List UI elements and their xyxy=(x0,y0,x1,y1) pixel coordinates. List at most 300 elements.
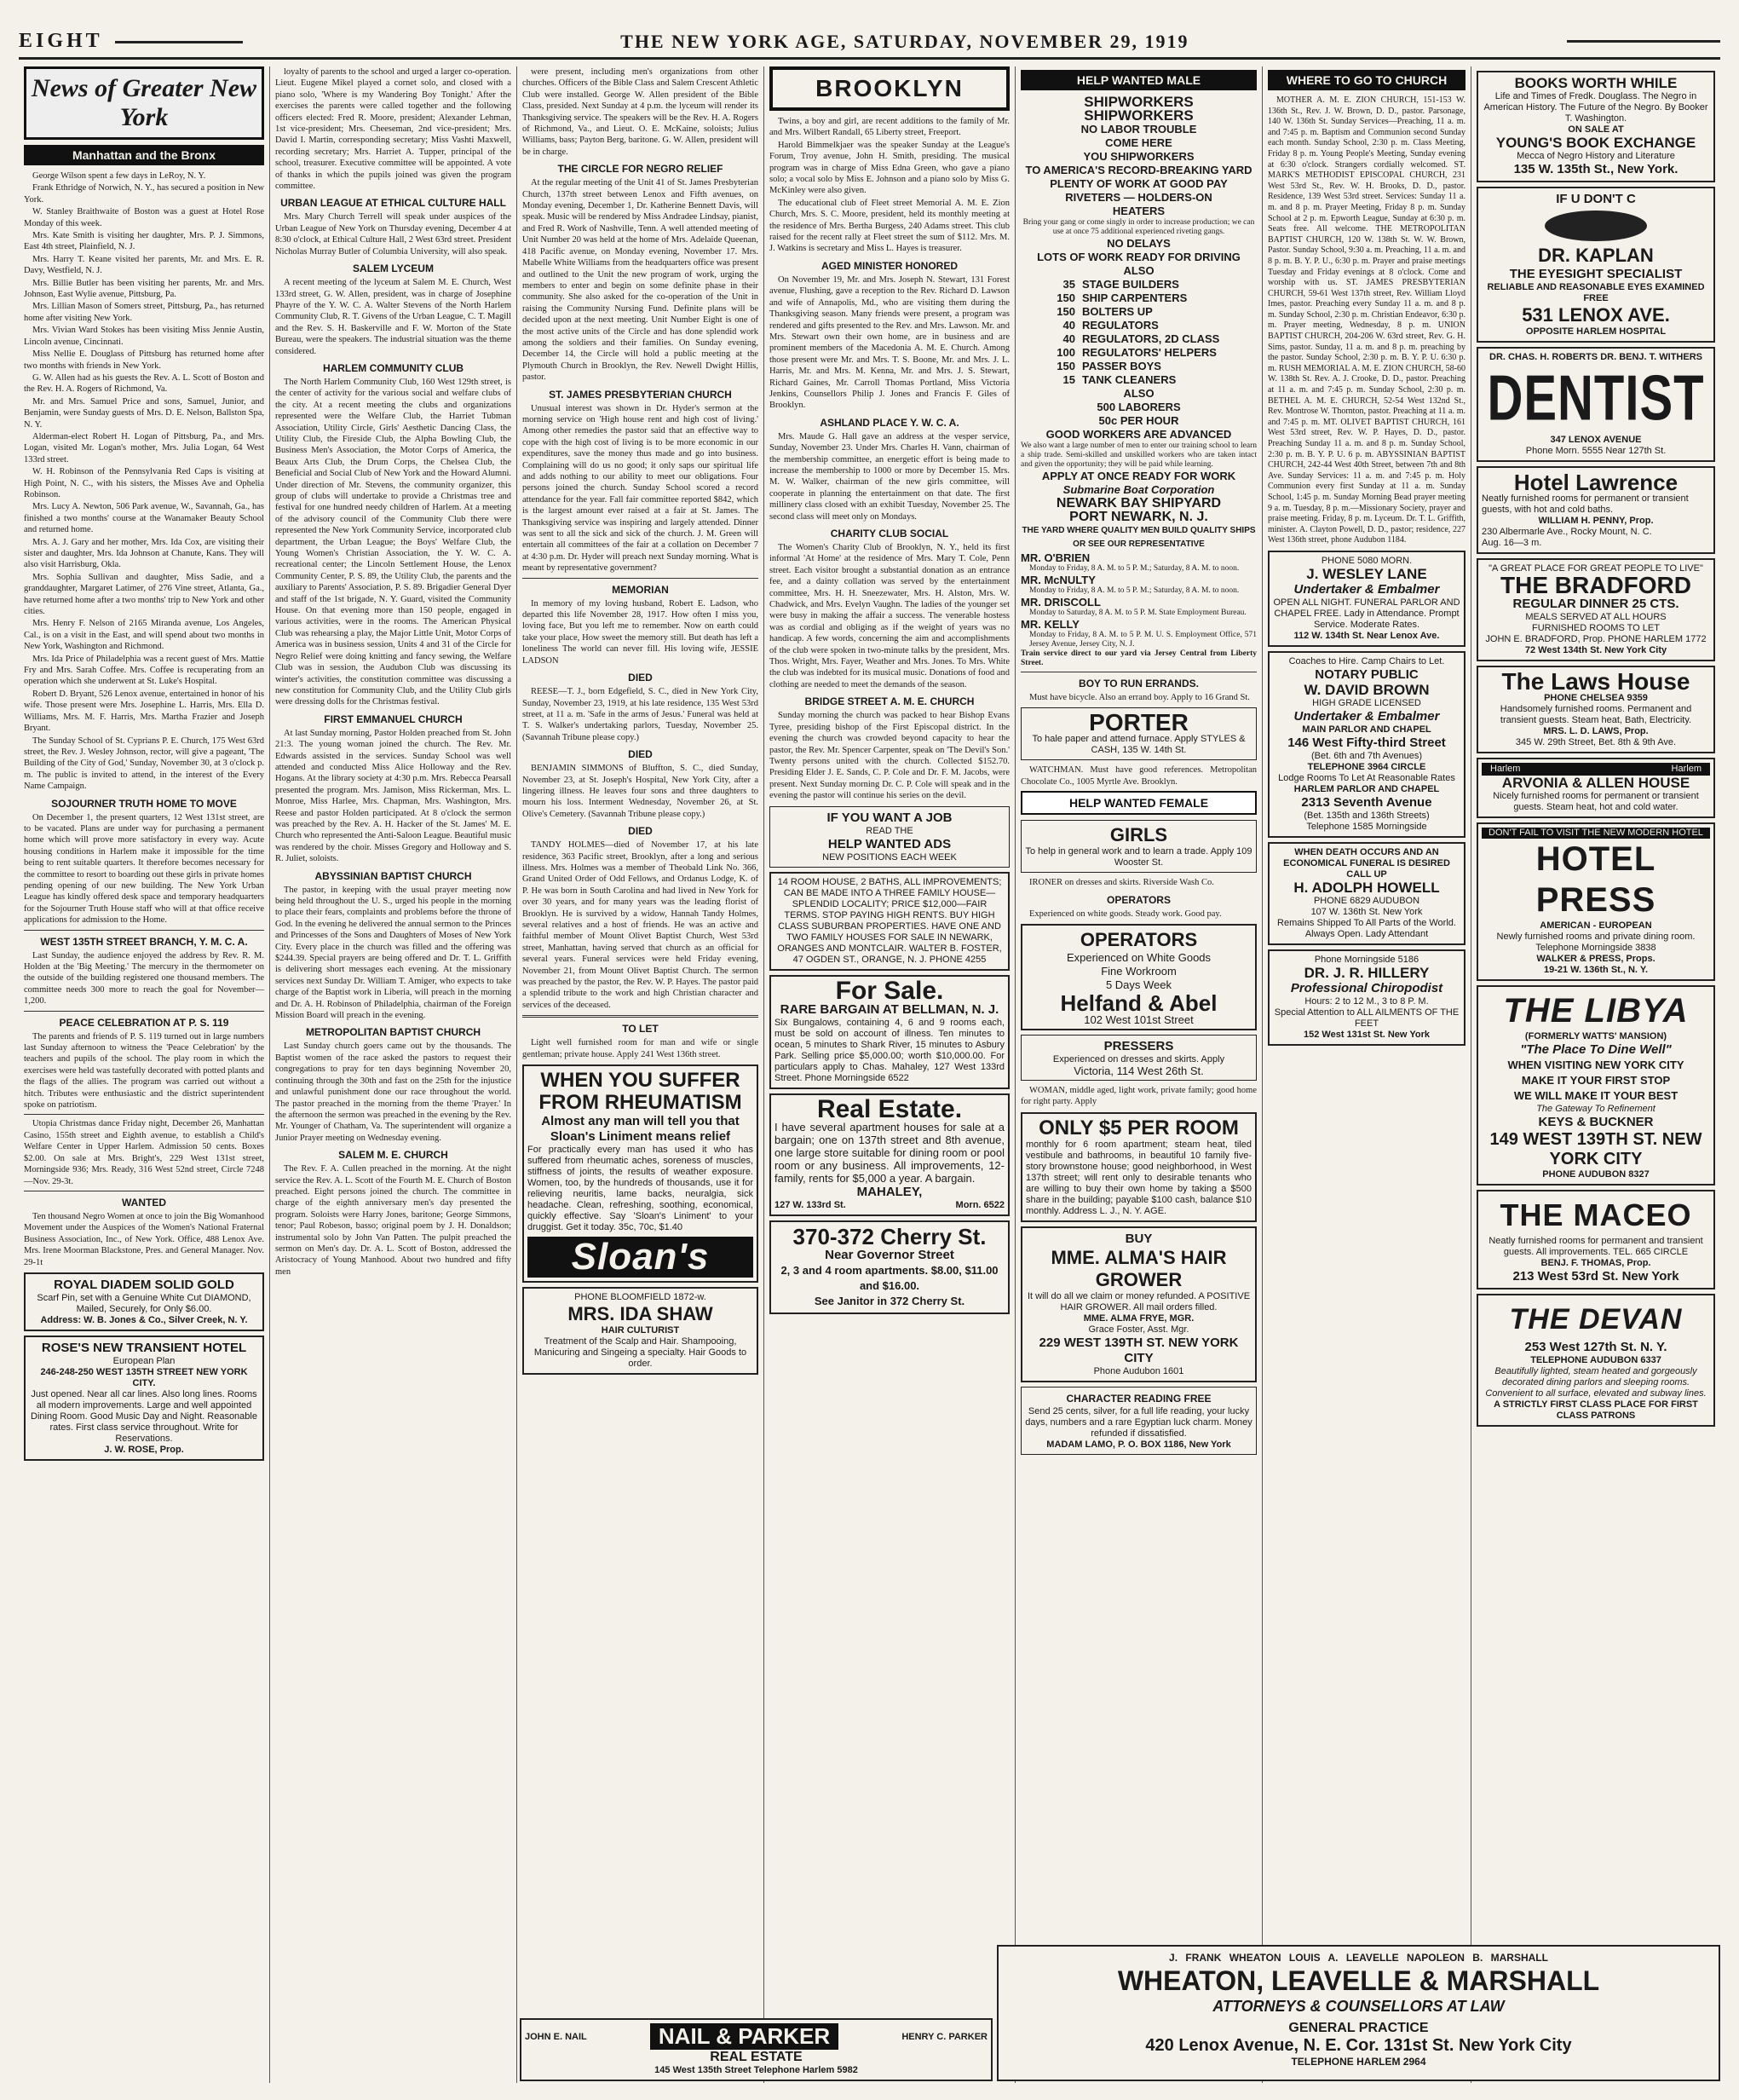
help-wanted-female-head: HELP WANTED FEMALE xyxy=(1021,791,1257,815)
rep-info: Monday to Friday, 8 A. M. to 5 P. M.; Saturday, 8 A. M. to noon. xyxy=(1029,586,1240,595)
ad-line: NOTARY PUBLIC xyxy=(1315,666,1419,682)
article-text: Mrs. Mary Church Terrell will speak under auspices of the Urban League of New York on Thursday evening, December 4 at 8:30 o'clock, at Ethical Culture Hall, 2 West 63rd street. President Nicholas Murray Butler of Columbia University, will also speak. xyxy=(275,212,511,257)
article-text: On December 1, the present quarters, 12 West 131st street, are to be vacated. Plans are under way for purchasing a permanent home which will prove more satisfactory in every way. Acute housing conditions in Harlem make it impossible for the time being to rent suitable quarters. It therefore becomes necessary for the committee to resort to boarding out these girls in private homes pending opening of our new building. The New York Urban League has kindly offered desk space and temporary headquarters for the Sojourner Truth House staff who will at that office receive applications for admission to the Home. xyxy=(24,812,264,926)
ad-address: 253 West 127th St. N. Y. xyxy=(1524,1340,1667,1354)
devan-ad xyxy=(1477,1294,1715,1427)
trade-name: STAGE BUILDERS xyxy=(1082,278,1179,291)
ad-title: PORTER xyxy=(1089,709,1189,736)
trade-count: 150 xyxy=(1057,291,1075,304)
trade-row xyxy=(1021,346,1257,360)
ad-line: HIGH GRADE LICENSED xyxy=(1312,697,1421,708)
ad-line: DON'T FAIL TO VISIT THE NEW MODERN HOTEL xyxy=(1482,828,1710,839)
ad-text: Must have bicycle. Also an errand boy. Apply to 16 Grand St. xyxy=(1029,693,1250,702)
article-text: The North Harlem Community Club, 160 West 129th street, is the center of activity for the various social and welfare clubs of the city. At a recent meeting the clubs and organizations represented were the Welfare Club, the Harriet Tubman Association, Utility Circle, Girls' Aesthetic Dancing Class, the Utility Club, the Fireside Club, the Alpha Bowling Club, the Business Men's Association, the Motor Corps of America, the Beaux Arts Club, the Drum Corps, the Chelsea Club, the Beneficial and Social Club of New York and the Howard Alumni. Under direction of Mr. Stevens, the community organizer, this group of clubs will undertake to provide a Christmas tree and festival for one hundred needy children of Harlem. At a meeting of the advisory council of the Community Club there were represented the New York Community Service, incorporated club department, the Urban League; the Boys' Welfare Club, the Young Women's Christian Association, the Y. W. C. A. recreational center; the Lincoln Settlement House, the Lenox Community Center, P. S. 89, the Utility Club, the parents and the auxiliary to Parents' Association, P. S. 89. Brigadier General Dyer and staff of the 1st brigade, N. Y. Guard, visited the Community House. On that evening more than 150 people, engaged in various activities, were in the rooms. The American Physical Club was rehearsing a play, the Major Little Unit, Motor Corps of America was in business session, Units 4 and 31 of the Circle for Negro Relief were doing knitting and fancy sewing, the Welfare Club was in session, the Audubon Club was discussing its winter's activities, the constitution committee was discussing a new constitution for Community Club, and the Utility Club girls were dressing dolls for the Christmas festival. xyxy=(275,377,511,707)
ad-prop: WILLIAM H. PENNY, Prop. xyxy=(1538,516,1654,526)
ad-address: 531 LENOX AVE. xyxy=(1522,304,1670,326)
ad-address: 230 Albermarle Ave., Rocky Mount, N. C. xyxy=(1482,527,1652,537)
ad-text: 2, 3 and 4 room apartments. $8.00, $11.00 and $16.00. xyxy=(780,1263,999,1292)
ad-line: RIVETERS — HOLDERS-ON xyxy=(1065,191,1212,204)
hotel-lawrence-ad xyxy=(1477,466,1715,554)
ad-line: (FORMERLY WATTS' MANSION) xyxy=(1524,1031,1667,1041)
rep-name: MR. KELLY xyxy=(1021,618,1080,631)
ad-line: 5 Days Week xyxy=(1105,978,1172,992)
ad-line: HARLEM PARLOR AND CHAPEL xyxy=(1293,783,1440,794)
ad-line: LOTS OF WORK READY FOR DRIVING xyxy=(1037,251,1241,263)
ad-line: "The Place To Dine Well" xyxy=(1520,1042,1672,1057)
ad-address: 149 WEST 139TH ST. NEW YORK CITY xyxy=(1489,1130,1702,1168)
ad-address: 135 W. 135th St., New York. xyxy=(1513,162,1679,176)
ad-date: Aug. 16—3 m. xyxy=(1482,538,1542,548)
ad-line: PLENTY OF WORK AT GOOD PAY xyxy=(1050,177,1228,190)
article-text: TANDY HOLMES—died of November 17, at his late residence, 363 Pacific street, Brooklyn, after a long and serious illness. Mrs. Holmes was a member of Theobald Link No. 366, Grand United Order of Odd Fellows, and Ordanus Lodge, K. of P. He was born in South Carolina and had lived in New York for over 30 years, and for many years was the leading florist of Brooklyn. He is survived by a widow, Hannah Tandy Holmes, several relatives and a host of friends. He was an active and faithful member of Mount Olivet Baptist Church, West 53rd street, Manhattan, having served that church as an official for several years. Funeral services were held Friday evening, November 21, from Mount Olivet Baptist Church. The sermon was preached by the pastor, the Rev. W. P. Hayes. The pastor paid a splendid tribute to the work and high Christian character and services of the deceased. xyxy=(522,840,758,1010)
hillery-chiropodist-ad xyxy=(1268,949,1465,1046)
article-text: A recent meeting of the lyceum at Salem M. E. Church, West 133rd street, G. W. Allen, president, was in charge of Josephine Phayre of the Y. W. C. A. Walter Stevens of the North Harlem Community Club, R. T. Givens of the Urban League, C. T. Magill and the Rev. S. H. Baskerville and F. W. Morton of the State Bureau, were the speakers. The industrial situation was the theme considered. xyxy=(275,278,511,356)
ad-name: Helfand & Abel xyxy=(1060,990,1218,1017)
ad-line: MME. ALMA FRYE, MGR. xyxy=(1083,1312,1195,1324)
ad-trade: Undertaker & Embalmer xyxy=(1293,581,1440,597)
masthead xyxy=(19,26,1720,60)
shipworkers-ad xyxy=(1021,95,1257,218)
ad-trade: Undertaker & Embalmer xyxy=(1293,708,1440,724)
trade-name: SHIP CARPENTERS xyxy=(1082,291,1188,304)
nail-parker-ad xyxy=(520,2018,993,2081)
ad-text: monthly for 6 room apartment; steam heat, tiled vestibule and bathrooms, in beautiful 10 family five-story brownstone house; good neighborhood, in West 137th street; will rent only to desirable tenants who are willing to buy their own home by taking a $500 share in the building; payable $100 cash, balance $10 monthly. Address L. J., N. Y. AGE. xyxy=(1026,1139,1252,1216)
ad-line: Coaches to Hire. Camp Chairs to Let. xyxy=(1288,655,1445,666)
ad-name: J. WESLEY LANE xyxy=(1306,565,1427,582)
ad-address: MADAM LAMO, P. O. BOX 1186, New York xyxy=(1046,1439,1231,1450)
ad-address: Address: W. B. Jones & Co., Silver Creek, N. Y. xyxy=(40,1314,248,1325)
article-head: AGED MINISTER HONORED xyxy=(821,259,958,272)
ad-line: REGULAR DINNER 25 CTS. xyxy=(1512,597,1679,611)
article-head: TO LET xyxy=(622,1023,659,1036)
article-text: The pastor, in keeping with the usual prayer meeting now being held throughout the U. S., urged his people in the morning to place their fears, complaints and problems before the throne of God. In the evening he delivered the annual sermon to the Princes and Princesses of the Sons and Daughters of Moses of New York City. Every place in the church was filled and the offering was $244.39. Special prayers are being offered and Dr. T. L. Griffith is delivering short messages each evening. At the missionary services next Sunday Dr. William T. Amiger, who expects to take charge of the Baptist work in Liberia, will preach in the morning and Dr. A. H. Robinson of Philadelphia, chairman of the Foreign Mission Board will preach in the evening. xyxy=(275,885,511,1021)
article-head: THE CIRCLE FOR NEGRO RELIEF xyxy=(557,163,723,176)
ad-phone: PHONE AUDUBON 8327 xyxy=(1542,1169,1650,1180)
rep-name: MR. O'BRIEN xyxy=(1021,551,1091,564)
ad-line: IF U DON'T C xyxy=(1556,192,1636,206)
ad-line: 50c PER HOUR xyxy=(1098,414,1179,427)
ad-title: THE BRADFORD xyxy=(1500,572,1691,598)
ad-name: H. ADOLPH HOWELL xyxy=(1293,879,1440,896)
article-head: WANTED xyxy=(122,1196,166,1209)
ad-address: 420 Lenox Avenue, N. E. Cor. 131st St. New York City xyxy=(1145,2036,1572,2055)
column-7 xyxy=(1471,66,1720,2083)
ad-name: W. DAVID BROWN xyxy=(1304,681,1430,698)
article-head: MEMORIAN xyxy=(612,583,669,596)
ad-line: The Gateway To Refinement xyxy=(1536,1104,1656,1114)
ad-address: 213 West 53rd St. New York xyxy=(1512,1269,1679,1284)
ad-line: YOU SHIPWORKERS xyxy=(1083,150,1195,163)
ad-text: Treatment of the Scalp and Hair. Shampooing, Manicuring and Singeing a specialty. Hair Goods to order. xyxy=(533,1336,747,1370)
ad-note: A STRICTLY FIRST CLASS PLACE FOR FIRST CLASS PATRONS xyxy=(1494,1399,1698,1421)
article-head: ST. JAMES PRESBYTERIAN CHURCH xyxy=(549,388,732,401)
article-text: In memory of my loving husband, Robert E. Ladson, who departed this life November 28, 1917. How often I miss you, loving face, But you left me to remember. Now on earth could take your place, How sweet the memory still. But death has left a loneliness The world can never fill. His loving wife, JESSIE LADSON xyxy=(522,598,758,666)
trade-row xyxy=(1021,319,1257,332)
ad-line: Fine Workroom xyxy=(1101,965,1177,978)
ad-line: NO LABOR TROUBLE xyxy=(1080,123,1197,136)
social-note: Frank Ethridge of Norwich, N. Y., has secured a position in New York. xyxy=(24,183,264,205)
article-text: The parents and friends of P. S. 119 turned out in large numbers last Sunday afternoon to witness the 'Peace Celebration' by the teachers and pupils of the school. The play room in which the exercises were held was tastefully decorated with potted plants and the flags of the allies. The program was carried out without a hitch. Tributes were enthusiastic and the district superintendent spoke on patriotism. xyxy=(24,1031,264,1111)
trade-name: PASSER BOYS xyxy=(1082,360,1161,372)
trade-name: BOLTERS UP xyxy=(1082,305,1153,318)
trade-count: 100 xyxy=(1057,346,1075,359)
ad-line: SHIPWORKERS xyxy=(1084,94,1194,110)
article-text: At last Sunday morning, Pastor Holden preached from St. John 21:3. The young woman joined the church. The Rev. Mr. Edwards assisted in the services. Sunday School was well attended and conducted Miss Alice Holloway and the Rev. Hogans. At the library society at 4:30 p.m. Mrs. Rebecca Pearsall presented the program. Mrs. Jamison, Miss Rickerman, Mrs. L. Monroe, Miss Harlee, Mrs. Chapman, Mrs. Washington, Mrs. Reese and pastor Holden participated. At 8 o'clock the sermon was preached by the Rev. A. H. Hacker of the St. James' M. E. Church who represented the Anti-Saloon League. Beautiful music was rendered by the choir. Misses Gregory and Holloway and S. R. Juliet, soloists. xyxy=(275,728,512,864)
social-note: Mrs. Ida Price of Philadelphia was a recent guest of Mrs. Mattie Fry and Mrs. Sarah Coffee. Mrs. Coffee is recuperating from an operation which she underwent at St. Luke's Hospital. xyxy=(24,654,264,687)
ad-name: YOUNG'S BOOK EXCHANGE xyxy=(1495,135,1696,151)
ad-title: BOY TO RUN ERRANDS. xyxy=(1079,678,1199,689)
ad-address: 145 West 135th Street Telephone Harlem 5982 xyxy=(654,2065,858,2075)
column-1 xyxy=(19,66,270,2083)
column-5 xyxy=(1016,66,1263,2083)
article-text: Ten thousand Negro Women at once to join the Big Womanhood Movement under the Auspices of the Women's National Fraternal Business Association, Inc., of New York. Office, 488 Lenox Ave. Mrs. Irene Moorman Blackstone, Pres. and General Manager. Nov. 29-1t xyxy=(24,1211,264,1267)
ad-line: Special Attention to ALL AILMENTS OF THE FEET xyxy=(1274,1007,1460,1029)
church-directory-head: WHERE TO GO TO CHURCH xyxy=(1268,70,1465,90)
article-text: Last Sunday, the audience enjoyed the address by Rev. R. M. Holden at the 'Big Meeting.' The mercury in the thermometer on the outside of the building registered one thousand members. The committee needs 300 more to reach the goal for November—1,200. xyxy=(24,950,264,1007)
representative xyxy=(1021,618,1257,649)
ad-line: NO DELAYS xyxy=(1107,237,1171,250)
ad-title: THE MACEO xyxy=(1500,1197,1692,1232)
ad-phone: PHONE 6829 AUDUBON xyxy=(1313,895,1420,906)
rose-hotel-ad xyxy=(24,1336,264,1461)
ad-line: WHEN VISITING NEW YORK CITY xyxy=(1507,1059,1684,1071)
representative xyxy=(1021,574,1257,596)
article-text: Harold Bimmelkjaer was the speaker Sunday at the League's Forum, Troy avenue, John H. Smith, presiding. The musical program was in charge of Miss Edna Green, who gave a piano solo; a vocal solo by Miss E. Johnson and a piano solo by Miss G. McKinley were also given. xyxy=(769,140,1010,196)
column-2 xyxy=(270,66,517,2083)
ad-line: Harlem xyxy=(1671,764,1702,774)
hotel-press-ad xyxy=(1477,822,1715,981)
ad-line: THE YARD WHERE QUALITY MEN BUILD QUALITY SHIPS xyxy=(1022,526,1256,535)
section-banner-greater-new-york: News of Greater New York xyxy=(24,66,264,140)
trade-name: REGULATORS xyxy=(1082,319,1159,332)
laws-house-ad xyxy=(1477,666,1715,753)
ad-text: Send 25 cents, silver, for a full life reading, your lucky days, numbers and a rare Egyptian luck charm. Money refunded if dissatisfied. xyxy=(1025,1405,1252,1439)
ad-line: FURNISHED ROOMS TO LET xyxy=(1532,623,1660,633)
ad-line: SHIPWORKERS xyxy=(1084,107,1194,124)
ad-line: ON SALE AT xyxy=(1568,124,1624,135)
ad-title: DENTIST xyxy=(1487,362,1705,435)
ad-text: Neatly furnished rooms for permanent and transient guests. All improvements. TEL. 665 CIRCLE xyxy=(1489,1236,1703,1257)
representative xyxy=(1021,551,1257,574)
ad-line: ALSO xyxy=(1123,264,1155,277)
helfand-abel-ad xyxy=(1021,924,1257,1030)
ad-title: MME. ALMA'S HAIR GROWER xyxy=(1051,1246,1227,1290)
ad-line: AMERICAN - EUROPEAN xyxy=(1540,920,1652,931)
ad-address: 152 West 131st St. New York xyxy=(1304,1029,1430,1040)
ad-line: BUY xyxy=(1125,1231,1153,1246)
ad-line: Harlem xyxy=(1490,764,1521,774)
ad-text: Experienced on dresses and skirts. Apply xyxy=(1052,1054,1225,1065)
ad-address: 229 WEST 139TH ST. NEW YORK CITY xyxy=(1039,1335,1239,1365)
notice-text: Utopia Christmas dance Friday night, December 26, Manhattan Casino, 155th street and Eighth avenue, to establish a Child's Welfare Center in Upper Harlem. Admission 50 cents. Boxes $2.00. On sale at Mrs. Bright's, 229 West 131st street, Morningside 936; Mrs. Ready, 316 West 52nd street, Circle 7248—Nov. 29-3t. xyxy=(24,1119,264,1186)
article-text: Last Sunday church goers came out by the thousands. The Baptist women of the race asked the pastors to request their congregations to pray for ten days beginning November 20, continuing through the 30th and fast on the 25th for the injustice and unlawful punishment done our race throughout the world. The pastor preached in the morning from the theme 'Prayer.' In the afternoon the sermon was preached in the evening by the Rev. Mr. Younger of Chatham, Va. The superintendent will organize a Junior Prayer meeting on Wednesday evening. xyxy=(275,1041,511,1143)
representative xyxy=(1021,596,1257,618)
article-text: Sunday morning the church was packed to hear Bishop Evans Tyree, presiding bishop of the First Episcopal district. In the evening the church was crowded beyond capacity to hear the pastor, the Rev. Mr. Spencer Carpenter, speak on 'The Devil's Son.' Twenty persons united with the church. Collected $152.70. Presiding Elder J. E. Sands, C. P. Cole and Dr. F. M. Jacobs, were present. Next Sunday morning Dr. C. P. Cole will speak and in the evening the pastor will continue his series on the devil. xyxy=(769,711,1010,801)
ad-line: 246-248-250 WEST 135TH STREET NEW YORK CITY. xyxy=(40,1366,248,1388)
ad-text: WOMAN, middle aged, light work, private family; good home for right party. Apply xyxy=(1021,1086,1257,1107)
ad-text: Just opened. Near all car lines. Also long lines. Rooms all modern improvements. Large and well appointed Dining Room. Good Music Day and Night. Reasonable rates. First class service throughout. Write for Reservations. xyxy=(31,1388,257,1444)
ad-prop: KEYS & BUCKNER xyxy=(1538,1115,1654,1129)
social-note: George Wilson spent a few days in LeRoy, N. Y. xyxy=(32,171,206,181)
ad-address: 127 W. 133rd St. xyxy=(774,1199,846,1210)
article-head: ASHLAND PLACE Y. W. C. A. xyxy=(820,416,959,429)
eye-icon xyxy=(1545,211,1647,241)
ring-ad xyxy=(24,1272,264,1331)
ad-line: PORT NEWARK, N. J. xyxy=(1069,510,1208,524)
ad-line: MAIN PARLOR AND CHAPEL xyxy=(1302,724,1431,735)
ad-title: THE DEVAN xyxy=(1509,1303,1683,1336)
ad-address: 347 LENOX AVENUE xyxy=(1550,435,1642,445)
ad-text: Nicely furnished rooms for permanent or transient guests. Steam heat, hot and cold water. xyxy=(1493,791,1699,812)
ad-title: THE LIBYA xyxy=(1503,992,1689,1030)
social-note: Mrs. Lucy A. Newton, 506 Park avenue, W., Savannah, Ga., has finished a two months' course at the Wanamaker Beauty School and returned home. xyxy=(24,502,264,535)
trade-name: REGULATORS' HELPERS xyxy=(1082,346,1217,359)
ad-address: 345 W. 29th Street, Bet. 8th & 9th Ave. xyxy=(1515,737,1677,747)
ad-text: Neatly furnished rooms for permanent or transient guests, with hot and cold baths. xyxy=(1482,493,1689,515)
ad-address: 102 West 101st Street xyxy=(1084,1013,1194,1027)
social-note: G. W. Allen had as his guests the Rev. A. L. Scott of Boston and the Rev. H. A. Rogers of Richmond, Va. xyxy=(24,372,264,395)
trade-row xyxy=(1021,373,1257,387)
ad-text: Train service direct to our yard via Jersey Central from Liberty Street. xyxy=(1021,649,1257,667)
character-reading-ad xyxy=(1021,1387,1257,1455)
alma-hair-grower-ad xyxy=(1021,1226,1257,1382)
social-note: Robert D. Bryant, 526 Lenox avenue, entertained in honor of his wife. Those present were Mrs. Josephine L. Harris, Mrs. Ella D. Williams, Mrs. M. F. Harris, Mrs. Martha Frazier and Joseph Bryant. xyxy=(24,689,264,734)
ad-text: Beautifully lighted, steam heated and gorgeously decorated dining parlors and sleeping rooms. Convenient to all surface, elevated and subway lines. xyxy=(1485,1366,1707,1399)
article-text: Mrs. Maude G. Hall gave an address at the vesper service, Sunday, November 23. Under Mrs. Charles H. Vann, chairman of the membership committee, an energetic effort is being made to increase the membership to 1000 or more by December 15. Mrs. M. W. Walker, chairman of the new girls committee, will cooperate in planning the entertainment on that date. The first millinery class closed with an exhibit Tuesday, November 25. The second class will meet only on Mondays. xyxy=(769,431,1010,522)
ad-text: Experienced on white goods. Steady work. Good pay. xyxy=(1029,909,1222,919)
rep-info: Monday to Saturday, 8 A. M. to 5 P. M. State Employment Bureau. xyxy=(1029,609,1247,617)
ad-line: NEW POSITIONS EACH WEEK xyxy=(822,851,957,862)
ad-text: OPEN ALL NIGHT. FUNERAL PARLOR AND CHAPEL FREE. Lady in Attendance. Prompt Service. Moderate Rates. xyxy=(1273,597,1460,630)
trade-count: 35 xyxy=(1062,278,1075,291)
real-estate-ad xyxy=(769,1093,1010,1216)
cherry-street-ad xyxy=(769,1220,1010,1314)
ad-text: RELIABLE AND REASONABLE EYES EXAMINED FREE xyxy=(1487,282,1705,303)
article-text: Twins, a boy and girl, are recent additions to the family of Mr. and Mrs. Wilbert Randall, 65 Liberty street, Freeport. xyxy=(769,117,1010,138)
section-banner-brooklyn: BROOKLYN xyxy=(769,66,1010,111)
ad-note: See Janitor in 372 Cherry St. xyxy=(814,1294,965,1307)
ad-text: Newly furnished rooms and private dining room. Telephone Morningside 3838 xyxy=(1496,932,1696,953)
ad-line: 500 LABORERS xyxy=(1097,401,1181,413)
ad-line: TO AMERICA'S RECORD-BREAKING YARD xyxy=(1025,164,1252,176)
ad-line: THE EYESIGHT SPECIALIST xyxy=(1509,267,1683,281)
ad-text: 14 ROOM HOUSE, 2 BATHS, ALL IMPROVEMENTS; CAN BE MADE INTO A THREE FAMILY HOUSE—SPLENDID LOCALITY; PRICE $12,000—FAIR TERMS. STOP PAYING HIGH RENTS. BUY HIGH CLASS SUBURBAN PROPERTIES. HAVE ONE AND TWO FAMILY HOUSES FOR SALE IN NEWARK, ORANGES AND MONTCLAIR. WALTER B. FOSTER, 47 OGDEN ST., ORANGE, N. J. PHONE 4255 xyxy=(777,876,1002,965)
social-note: Mrs. Kate Smith is visiting her daughter, Mrs. P. J. Simmons, East 4th street, Plainfield, N. J. xyxy=(24,231,264,252)
article-head: DIED xyxy=(628,748,653,761)
ad-title: IF YOU WANT A JOB xyxy=(826,810,953,825)
social-note: Mrs. Lillian Mason of Somers street, Pittsburg, Pa., has returned home after visiting New York. xyxy=(24,302,264,323)
ad-text: For practically every man has used it who has suffered from rheumatic aches, soreness of muscles, stiffness of joints, the results of weather exposure. Women, too, by the hundreds of thousands, use it for relieving neuritis, lame backs, neuralgia, sick headache. Clean, refreshing, soothing, economical, quickly effective. Say 'Sloan's Liniment' to your druggist. Get it today. 35c, 70c, $1.40 xyxy=(527,1145,753,1233)
david-brown-ad xyxy=(1268,651,1465,838)
article-head: SOJOURNER TRUTH HOME TO MOVE xyxy=(51,797,237,810)
adolph-howell-ad xyxy=(1268,842,1465,945)
ad-title: ARVONIA & ALLEN HOUSE xyxy=(1501,775,1690,791)
ad-line: Experienced on White Goods xyxy=(1066,951,1212,965)
ad-line: ALSO xyxy=(1123,387,1155,400)
ad-phone: PHONE CHELSEA 9359 xyxy=(1544,693,1648,703)
ad-title: WHEN YOU SUFFER FROM RHEUMATISM xyxy=(538,1069,742,1115)
ad-text: Bring your gang or come singly in order to increase production; we can use at once 75 additional experienced riveting gangs. xyxy=(1022,218,1255,236)
ad-phone: Phone Audubon 1601 xyxy=(1093,1365,1184,1376)
ad-line: DR. CHAS. H. ROBERTS DR. BENJ. T. WITHERS xyxy=(1489,352,1702,362)
ad-address: 72 West 134th St. New York City xyxy=(1524,645,1667,655)
ad-line: NEWARK BAY SHIPYARD xyxy=(1056,496,1222,511)
article-head: SALEM LYCEUM xyxy=(353,262,434,275)
rep-name: MR. DRISCOLL xyxy=(1021,596,1101,609)
column-3 xyxy=(517,66,764,2083)
ad-line: MEALS SERVED AT ALL HOURS xyxy=(1525,612,1667,622)
trade-name: REGULATORS, 2D CLASS xyxy=(1082,332,1220,345)
trade-name: TANK CLEANERS xyxy=(1082,373,1177,386)
ad-text: Scarf Pin, set with a Genuine White Cut DIAMOND, Mailed, Securely, for Only $6.00. xyxy=(37,1292,251,1314)
social-notes xyxy=(24,170,264,793)
ad-phone: Phone Morn. 5555 Near 127th St. xyxy=(1525,446,1667,456)
ad-subtitle: Almost any man will tell you that Sloan's Liniment means relief xyxy=(541,1114,740,1145)
ad-line: GOOD WORKERS ARE ADVANCED xyxy=(1045,428,1232,441)
maceo-ad xyxy=(1477,1190,1715,1289)
ad-subtitle: ATTORNEYS & COUNSELLORS AT LAW xyxy=(1212,1998,1505,2015)
ad-text: Six Bungalows, containing 4, 6 and 9 rooms each, must be sold on account of illness. Ten minutes to ocean, 5 minutes to Shark River, 15 minutes to Asbury Park. Selling price $5,000.00; worth $10,000.00. For particulars apply to Chas. Mahaley, 127 West 133rd Street. Phone Morningside 6522 xyxy=(774,1017,1005,1083)
wesley-lane-ad xyxy=(1268,551,1465,647)
ad-title: PRESSERS xyxy=(1103,1039,1174,1054)
ad-title: HELP WANTED ADS xyxy=(827,836,952,851)
ad-address: 107 W. 136th St. New York xyxy=(1310,906,1423,917)
representatives-list xyxy=(1021,551,1257,649)
article-text: At the regular meeting of the Unit 41 of St. James Presbyterian Church, 137th street between Lenox and Fifth avenues, on Monday evening, December 1, Dr. Katherine Bennett Davis, will speak. Music will be rendered by Miss Andradee Lindsay, pianist, and Fred R. Work of Nashville, Tenn. A well attended meeting of Unit Number 20 was held at the home of Mrs. Adelaide Queenan, 418 Pacific avenue, on Monday evening, November 17. Mrs. Mabelle White Williams from the headquarters office was present and outlined to the Unit the new program of work, urging the members to enter and begin on some definite phase in their community. She also asked for the co-operation of the Unit in raising the Community Nursing Fund. Definite plans will be decided upon at the next meeting. Unit Number Eight is one of the most active units of the Circle and has done splendid work among the soldiers and their families. On Sunday evening, December 14, the Circle will hold a public meeting at the Plymouth Church in Brooklyn, the Rev. Newell Dwight Hillis, pastor. xyxy=(522,178,758,383)
social-note: W. H. Robinson of the Pennsylvania Red Caps is visiting at High Point, N. C., with his sisters, the Misses Ave and Ophelia Robinson. xyxy=(24,467,264,499)
article-head: CHARITY CLUB SOCIAL xyxy=(830,528,949,539)
five-dollar-room-ad xyxy=(1021,1112,1257,1222)
dentist-ad xyxy=(1477,347,1715,462)
libya-ad xyxy=(1477,985,1715,1186)
ad-phone: PHONE BLOOMFIELD 1872-w. xyxy=(574,1292,706,1303)
church-directory-text: MOTHER A. M. E. ZION CHURCH, 151-153 W. 136th St., Rev. J. W. Brown, D. D., pastor. Parsonage, 140 W. 136th St. Sunday Services—Preaching, 11 a. m. and 7:45 p. m. Baptism and Communion second Sunday each month. Sunday School, 2:30 p. m. Class Meeting, Friday 8 p. m. Young People's Meeting, Sunday evening at 6:30 o'clock. Strangers cordially welcomed. ST. MARK'S METHODIST EPISCOPAL CHURCH, 231 West 53rd St., Rev. W. H. Brooks, D. D., pastor. Residence, 139 West 53rd street. Services: Sunday 11 a. m. and 8 p. m. Prayer Meeting, Friday 8 p. m. Sunday School at 2 p. m. Epworth League, Sunday at 6:30 p. m. Seats free. All welcome. THE METROPOLITAN BAPTIST CHURCH, 120 W. 138th St. W. W. Brown, Pastor. Sunday School, 9:30 a. m. Preaching, 11 a. m. and 8 p. m. B. Y. P. U., 6:30 p. m. Prayer and praise meetings Tuesday and Friday evenings at 8 o'clock. Come and worship with us. ST. JAMES PRESBYTERIAN CHURCH, 59-61 West 137th street, Rev. William Lloyd Imes, pastor. Preaching every Sunday 11 a. m. and 8 p. m. Sunday School, 2:30 p. m. Christian Endeavor, 6:30 p. m. Prayer meeting, Wednesday, 8 p. m. UNION BAPTIST CHURCH, 204-206 W. 63rd street, Rev. G. H. Sims, pastor. Sunday, 11 a. m. and 8 p. m. preaching by the pastor. Sunday School, 2:30 p. m. B. Y. P. U. 6:30 p. m. RUSH MEMORIAL A. M. E. ZION CHURCH, 58-60 W. 138th St. Rev. A. J. Crooke, D. D., pastor. Preaching at 11 a. m. and 7:45 p. m. Sunday School, 2:30 p. m. BETHEL A. M. E. CHURCH, 52-54 West 132nd St., Rev. Montrose W. Thornton, pastor. Preaching at 11 a. m. and 7:45 p. m. MT. OLIVET BAPTIST CHURCH, 161 West 53rd street, Rev. W. P. Hayes, D. D., pastor. Preaching Sunday 11 a. m. and 8 p. m. Sunday School, 2:30 p. m. B. Y. P. U. 6 p. m. ABYSSINIAN BAPTIST CHURCH, 242-44 West 40th Street, between 7th and 8th Ave. Sunday Services: 11 a. m. and 7:45 p. m. Holy Communion every first Sunday at 11 a. m. Sunday School, 1:45 p. m. Sunday Morning Bead prayer meeting 9 a. m. Tuesday, 8 p. m.—Missionary Society, prayer and praise meeting. Friday, 8 p. m. Lyceum. Dr. T. L. Griffith, minister. A. Clayton Powell, D. D., pastor; residence, 227 West 136th street, phone Audubon 1184. xyxy=(1268,95,1465,545)
ad-title: The Laws House xyxy=(1501,668,1690,695)
ad-phone: Phone Morningside 5186 xyxy=(1314,954,1419,965)
article-head: FIRST EMMANUEL CHURCH xyxy=(324,712,463,725)
ad-line: WHEN DEATH OCCURS AND AN ECONOMICAL FUNERAL IS DESIRED CALL UP xyxy=(1283,846,1450,880)
ad-phone: TELEPHONE HARLEM 2964 xyxy=(1291,2056,1426,2068)
masthead-rule xyxy=(1567,40,1720,43)
ad-line: Mecca of Negro History and Literature xyxy=(1517,151,1675,161)
ad-title: Real Estate. xyxy=(816,1094,963,1123)
social-note: Mrs. Billie Butler has been visiting her parents, Mr. and Mrs. Johnson, East Wylie avenue, Pittsburg, Pa. xyxy=(24,278,264,300)
ad-address: 2313 Seventh Avenue xyxy=(1301,794,1432,810)
house-for-sale-ad xyxy=(769,872,1010,971)
article-text: The educational club of Fleet street Memorial A. M. E. Zion Church, Mrs. S. C. Moore, president, held its monthly meeting at the residence of Mrs. Bertha Burgess, 240 Adams street. This club raised for the recent rally at Fleet street the sum of $112. Mrs. M. J. Watkins is secretary and Miss L. Hayes is treasurer. xyxy=(769,198,1010,254)
ad-text: To hale paper and attend furnace. Apply STYLES & CASH, 135 W. 14th St. xyxy=(1032,734,1246,756)
ad-text: IRONER on dresses and skirts. Riverside Wash Co. xyxy=(1029,878,1214,888)
sloans-liniment-ad xyxy=(522,1064,758,1283)
ad-prop: BENJ. F. THOMAS, Prop. xyxy=(1540,1258,1651,1268)
ad-name: MAHALEY, xyxy=(856,1184,923,1199)
ad-text: We also want a large number of men to enter our training school to learn a ship trade. Semi-skilled and unskilled workers who are taken intact and given the opportunity; they will be paid while learning. xyxy=(1021,441,1257,469)
article-text: The Rev. F. A. Cullen preached in the morning. At the night service the Rev. A. L. Scott of the Fourth M. E. Church of Boston preached. Eight persons joined the church. The committee in charge of the eighth anniversary men's day presented the program. Soloists were Harry Jones, baritone; George Simmons, tenor; Paul Robeson, basso; original poem by J. H. Donaldson; instrumental solo by John Van Patten. The pulpit preached the sermon on Men's day. Dr. A. L. Scott of Boston, addressed the Aristocracy of Young Manhood. About two hundred and fifty men xyxy=(275,1164,511,1277)
trade-row xyxy=(1021,291,1257,305)
ad-subtitle: Near Governor Street xyxy=(825,1247,954,1262)
ad-prop: J. W. ROSE, Prop. xyxy=(104,1444,184,1455)
ad-title: ROYAL DIADEM SOLID GOLD xyxy=(54,1277,234,1292)
social-note: W. Stanley Braithwaite of Boston was a guest at Hotel Rose Monday of this week. xyxy=(24,207,264,228)
ad-line: Hours: 2 to 12 M., 3 to 8 P. M. xyxy=(1304,995,1429,1007)
ad-subtitle: REAL ESTATE xyxy=(710,2050,803,2064)
bungalow-sale-ad xyxy=(769,975,1010,1089)
ad-line: (Bet. 6th and 7th Avenues) xyxy=(1310,750,1423,761)
ad-line: WE WILL MAKE IT YOUR BEST xyxy=(1513,1089,1679,1102)
ad-title: GIRLS xyxy=(1109,824,1168,846)
ad-line: APPLY AT ONCE READY FOR WORK xyxy=(1041,470,1236,482)
ad-line: Submarine Boat Corporation xyxy=(1062,483,1215,496)
ad-title: CHARACTER READING FREE xyxy=(1066,1392,1212,1405)
trade-count: 15 xyxy=(1062,373,1075,386)
ad-line: READ THE xyxy=(866,825,913,836)
ad-prop: MRS. L. D. LAWS, Prop. xyxy=(1543,726,1649,736)
girls-ad xyxy=(1021,820,1257,873)
ad-line: European Plan xyxy=(112,1355,176,1366)
ad-title: NAIL & PARKER xyxy=(650,2023,838,2050)
trade-row xyxy=(1021,278,1257,291)
article-text: BENJAMIN SIMMONS of Bluffton, S. C., died Sunday, November 23, at St. Joseph's Hospital, New York City, after a lingering illness. He leaves four sons and three daughters to mourn his loss. Interment Wednesday, November 26, at St. Olive's Cemetery. (Savannah Tribune please copy.) xyxy=(522,764,758,819)
ad-title: ROSE'S NEW TRANSIENT HOTEL xyxy=(41,1340,247,1355)
article-head: URBAN LEAGUE AT ETHICAL CULTURE HALL xyxy=(280,197,506,210)
ad-line: OPPOSITE HARLEM HOSPITAL xyxy=(1525,326,1667,337)
ad-line: Lodge Rooms To Let At Reasonable Rates xyxy=(1278,772,1455,783)
article-text: were present, including men's organizations from other churches. Officers of the Bible Class and Salem Crescent Athletic Club were installed. George W. Allen president of the Bible Class, presided. Next Sunday at 4 p.m. the lyceum will render its Thanksgiving service. The speakers will be the Rev. H. A. Rogers of Richmond, Va., and Lieut. O. E. McKaine, soloists; Julius Williams, bass; Payton Berg, baritone. G. W. Allen, president will be in charge. xyxy=(522,67,758,157)
ad-name: JOHN E. NAIL xyxy=(525,2031,587,2042)
ad-text: Life and Times of Fredk. Douglass. The Negro in American History. The Future of the Negro. By Booker T. Washington. xyxy=(1483,91,1708,124)
ad-text: I have several apartment houses for sale at a bargain; one on 137th street and 8th avenue, one large store suitable for dining room or pool room or any business. All improvements, 12-family, rents for $5,000 a year. A bargain. xyxy=(774,1120,1005,1185)
article-text: On November 19, Mr. and Mrs. Joseph N. Stewart, 131 Forest avenue, Flushing, gave a reception to the Rev. Richard D. Lawson and wife of Annapolis, Md., who are visiting them during the Thanksgiving season. Many friends were present, a program was rendered and gifts presented to the Rev. and Mrs. Lawson. Mr. and Mrs. Stewart own their own home, are in business and are prominent members of the Macedonia A. M. E. Church. Among those present were Mr. and Mrs. T. S. Boone, Mr. and Mrs. J. L. Harris, Mr. and Mrs. M. Kenna, Mr. and Mrs. J. S. Stewart, Richard Gaines, Mr. Carroll Thomas Portland, Miss Victoria Jenkins, Counsellors Philip J. Jones and Francis F. Giles of Brooklyn. xyxy=(769,274,1010,411)
trade-row xyxy=(1021,305,1257,319)
social-note: Mrs. A. J. Gary and her mother, Mrs. Ida Cox, are visiting their sister and daughter, Mrs. Ida Johnson at Chanute, Kans. They will also visit Harrisburg, Okla. xyxy=(24,537,264,570)
paper-dateline: THE NEW YORK AGE, SATURDAY, NOVEMBER 29, 1919 xyxy=(620,30,1189,52)
ad-address: 19-21 W. 136th St., N. Y. xyxy=(1543,965,1649,975)
rep-info: Monday to Friday, 8 A. M. to 5 P. M. U. S. Employment Office, 571 Jersey Avenue, Jersey City, N. J. xyxy=(1029,631,1257,649)
article-head: ABYSSINIAN BAPTIST CHURCH xyxy=(314,869,472,882)
bradford-ad xyxy=(1477,558,1715,661)
ad-name: DR. KAPLAN xyxy=(1538,245,1654,266)
ad-title: BOOKS WORTH WHILE xyxy=(1514,75,1678,91)
arvonia-allen-ad xyxy=(1477,758,1715,818)
ad-address: 112 W. 134th St. Near Lenox Ave. xyxy=(1293,630,1440,641)
ad-text: Handsomely furnished rooms. Permanent and transient guests. Steam heat, Bath, Electricity. xyxy=(1500,704,1692,725)
ad-trade: Professional Chiropodist xyxy=(1290,980,1443,995)
ad-name: HENRY C. PARKER xyxy=(901,2031,988,2042)
article-text: loyalty of parents to the school and urged a larger co-operation. Lieut. Eugene Mikel played a cornet solo, and closed with a piano solo, 'Where is my Wandering Boy Tonight.' After the exercises the parents were called together and the following officers elected: Fred R. Moore, president; Alexander Lehman, 1st vice-president; Mrs. Cheeseman, 2nd vice-president; Mrs. David I. Martin, corresponding secretary; Miss Vashti Maxwell, recording secretary; Mrs. Harriet A. Tupper, principal of the school, treasurer. Executive committee will be appointed. A vote of thanks in which the pupils joined was given the program committee. xyxy=(275,67,511,192)
article-head: WEST 135TH STREET BRANCH, Y. M. C. A. xyxy=(40,935,248,948)
ad-line: (Bet. 135th and 136th Streets) xyxy=(1304,810,1430,821)
ad-prop: JOHN E. BRADFORD, Prop. PHONE HARLEM 1772 xyxy=(1485,634,1707,644)
wheaton-leavelle-marshall-ad xyxy=(997,1945,1720,2081)
section-subhead-manhattan: Manhattan and the Bronx xyxy=(24,145,264,165)
ad-brand: Sloan's xyxy=(527,1237,753,1278)
article-text: Light well furnished room for man and wife or single gentleman; private house. Apply 241 West 136th street. xyxy=(522,1038,758,1059)
column-6 xyxy=(1263,66,1471,2083)
ad-line: OR SEE OUR REPRESENTATIVE xyxy=(1073,539,1205,549)
ad-title: ONLY $5 PER ROOM xyxy=(1039,1116,1239,1139)
social-note: Alderman-elect Robert H. Logan of Pittsburg, Pa., and Mrs. Logan, visited Mr. Logan's mother, Mrs. Julia Logan, 64 West 133rd street. xyxy=(24,431,264,464)
article-head: DIED xyxy=(628,672,653,684)
ad-line: MAKE IT YOUR FIRST STOP xyxy=(1521,1074,1671,1087)
ad-line: GENERAL PRACTICE xyxy=(1288,2021,1429,2035)
rep-info: Monday to Friday, 8 A. M. to 5 P. M.; Saturday, 8 A. M. to noon. xyxy=(1029,564,1240,573)
trade-count: 150 xyxy=(1057,305,1075,318)
ad-address: Victoria, 114 West 26th St. xyxy=(1074,1064,1204,1078)
article-text: REESE—T. J., born Edgefield, S. C., died in New York City, Sunday, November 23, 1919, at his late residence, 135 West 53rd street, at 11 a. m. 'Safe in the arms of Jesus.' Funeral was held at T. S. Walker's undertaking parlors, Tuesday, November 25. (Savannah Tribune please copy.) xyxy=(522,687,758,742)
article-head: SALEM M. E. CHURCH xyxy=(338,1149,448,1162)
ad-trade: HAIR CULTURIST xyxy=(601,1325,680,1336)
ad-text: To help in general work and to learn a trade. Apply 109 Wooster St. xyxy=(1025,846,1252,868)
